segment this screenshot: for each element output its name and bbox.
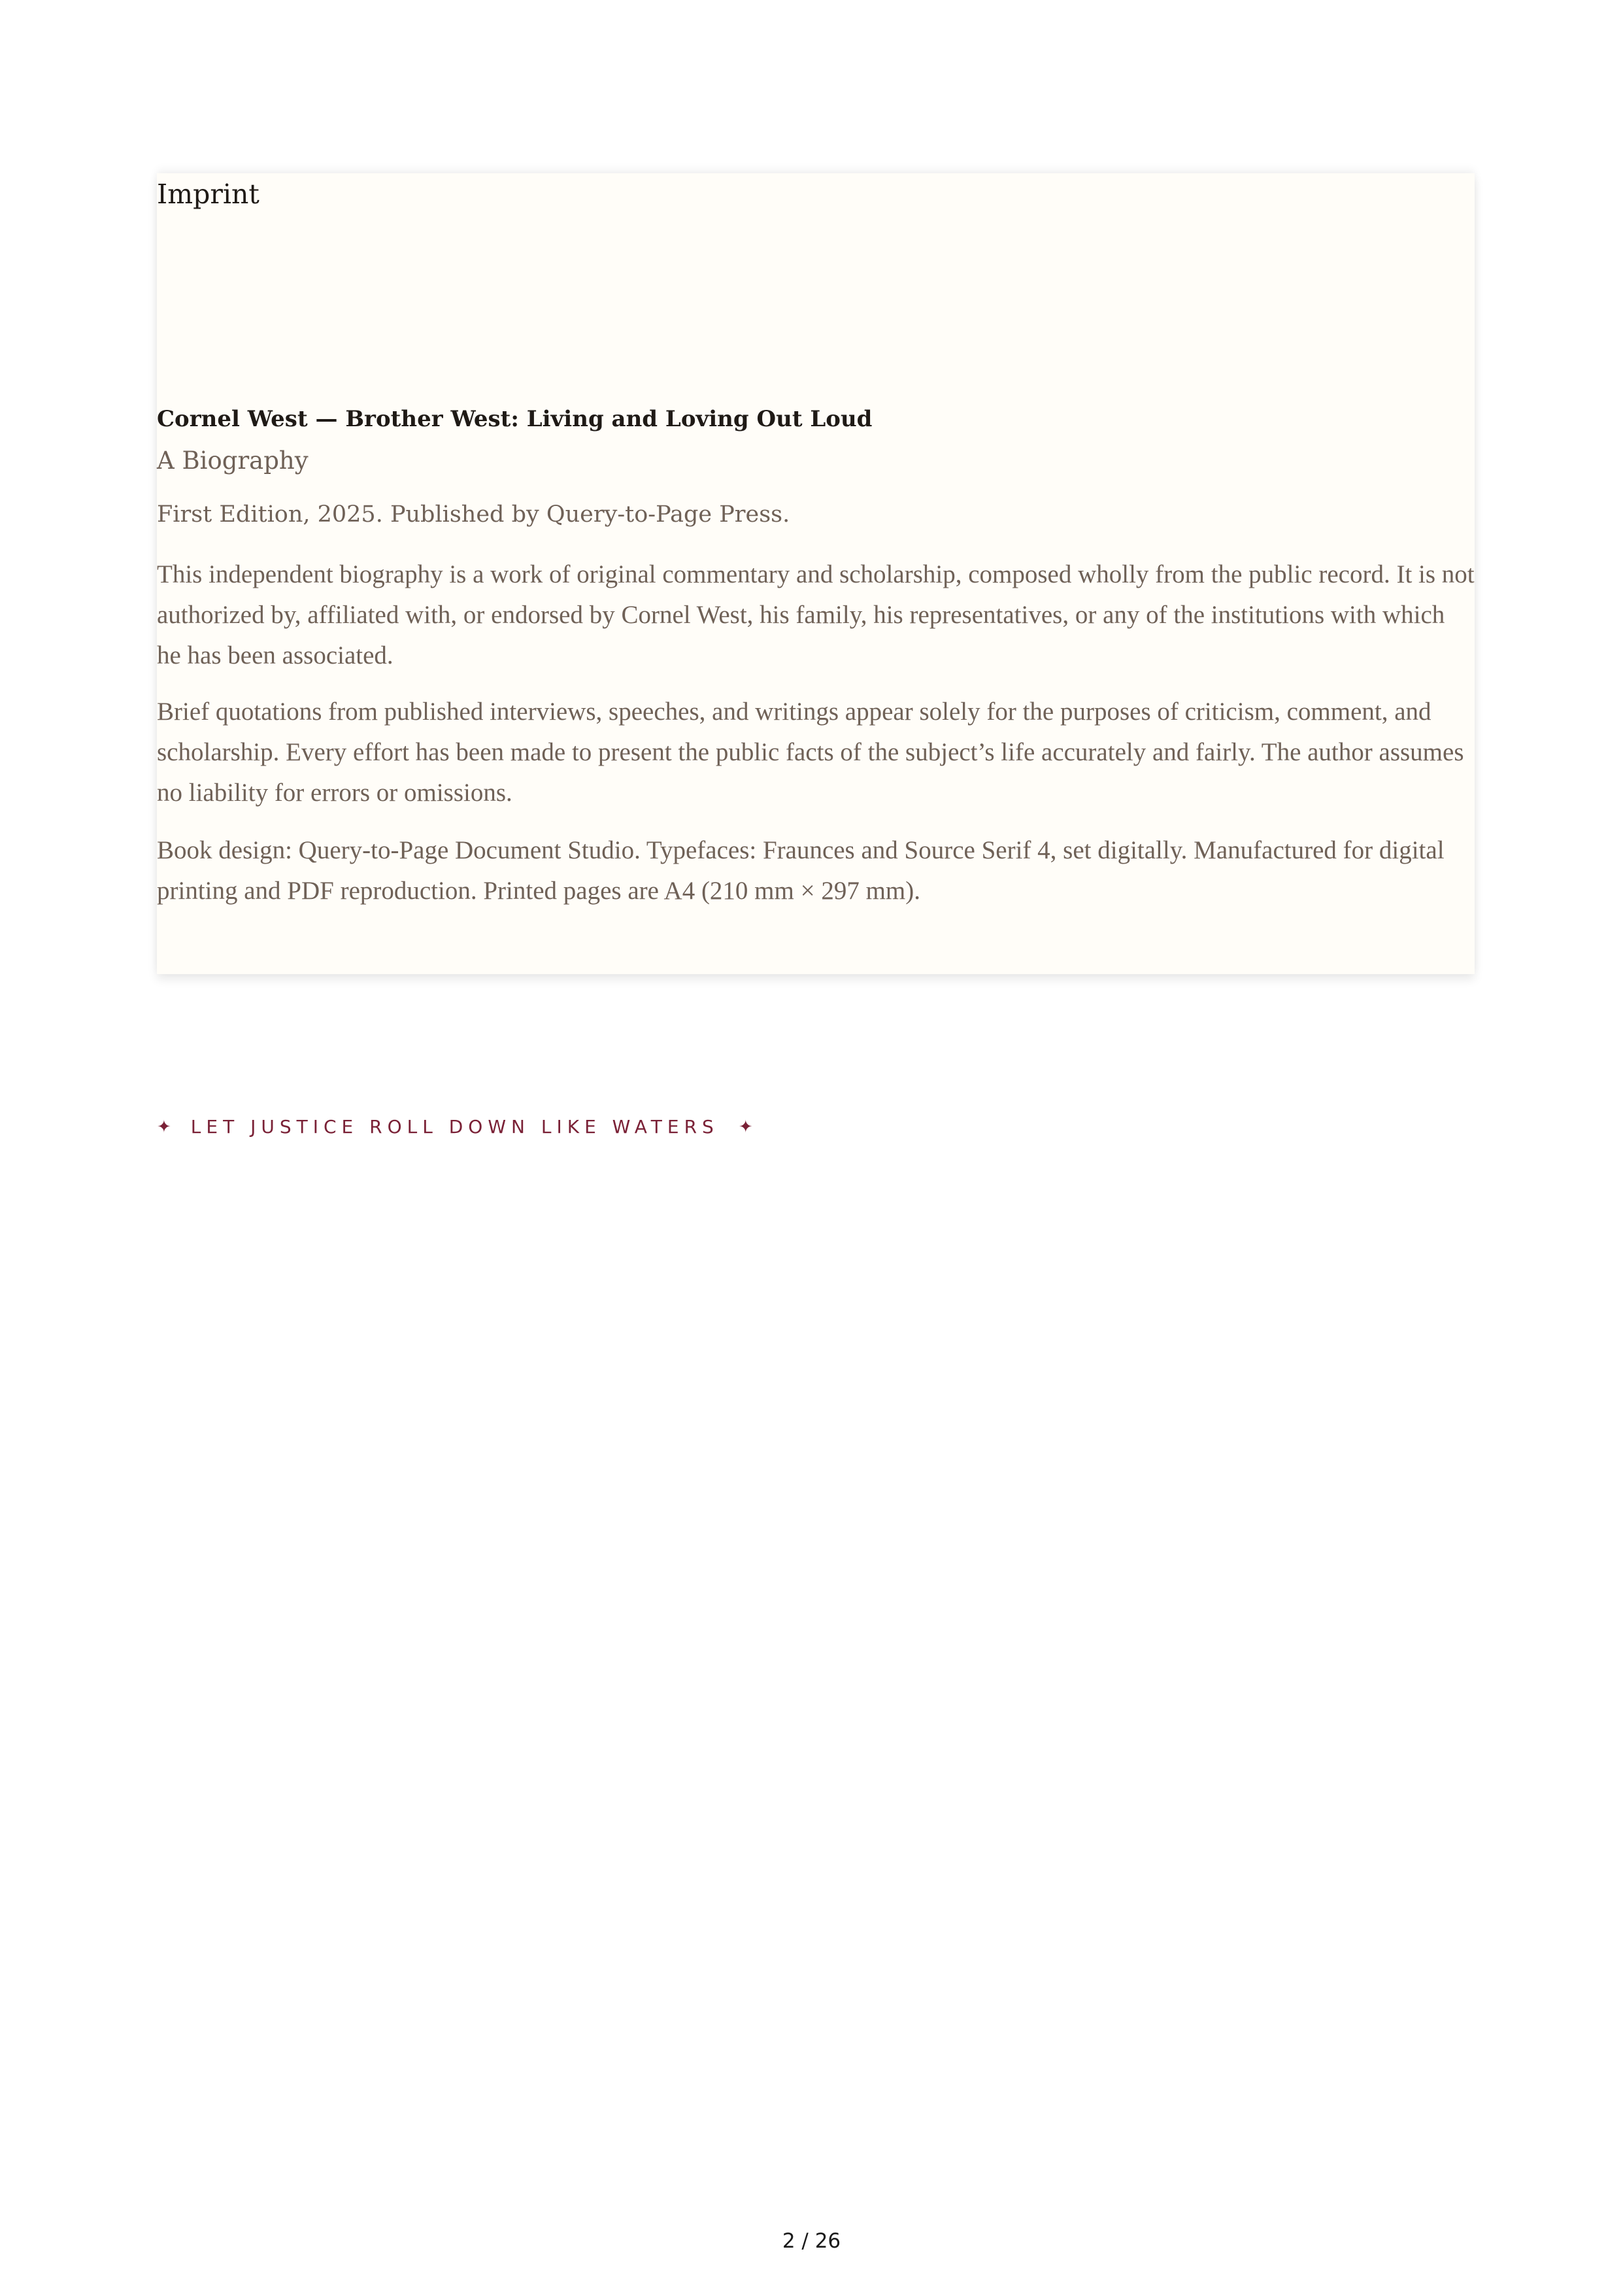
page-number: 2 / 26 — [782, 2229, 841, 2253]
disclaimer-paragraph: This independent biography is a work of original commentary and scholarship, composed wholly from the public record. It is not authorized by, affiliated with, or endorsed by Cornel West, his family, his representatives, or any of the institutions with which he has been associated. — [157, 560, 1475, 669]
page-heading: Imprint — [157, 178, 259, 210]
motto-text: LET JUSTICE ROLL DOWN LIKE WATERS — [190, 1116, 719, 1138]
book-design-paragraph: Book design: Query-to-Page Document Studio. Typefaces: Fraunces and Source Serif 4, set digitally. Manufactured for digital printing and PDF reproduction. Printed pages are A4 (210 mm × 297 mm). — [157, 836, 1445, 905]
motto-line — [157, 1116, 753, 1138]
four-point-star-icon: ✦ — [157, 1117, 171, 1137]
quotation-notice-paragraph: Brief quotations from published interviews, speeches, and writings appear solely for the purposes of criticism, comment, and scholarship. Every effort has been made to present the public facts of the subject’s life accurately and fairly. The author assumes no liability for errors or omissions. — [157, 698, 1464, 807]
edition-statement: First Edition, 2025. Published by Query-to-Page Press. — [157, 501, 790, 528]
book-title: Cornel West — Brother West: Living and Loving Out Loud — [157, 406, 873, 432]
four-point-star-icon: ✦ — [738, 1117, 753, 1137]
imprint-page — [157, 173, 1475, 1138]
book-subtitle: A Biography — [157, 447, 309, 475]
